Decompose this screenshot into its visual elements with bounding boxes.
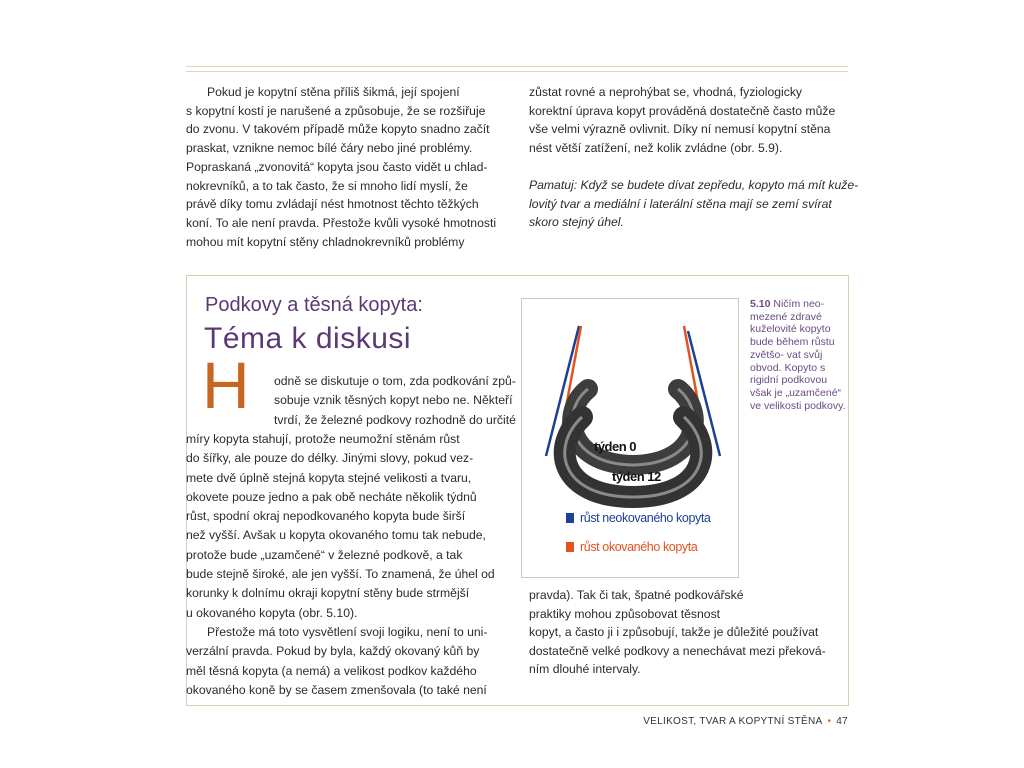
text-line: dostatečně velké podkovy a nenechávat mezi překová- xyxy=(529,643,826,658)
text-line: do zvonu. V takovém případě může kopyto snadno začít xyxy=(186,122,490,137)
text-line: vše velmi výrazně ovlivnit. Díky ní nemusí kopytní stěna xyxy=(529,122,831,137)
text-line: Popraskaná „zvonovitá“ kopyta jsou často vidět u chlad- xyxy=(186,159,488,174)
text-line: ním dlouhé intervaly. xyxy=(529,662,641,677)
legend-swatch-blue xyxy=(566,513,574,523)
text-line: mete dvě úplně stejná kopyta stejné velikosti a tvaru, xyxy=(186,470,472,485)
page-number: 47 xyxy=(836,716,848,727)
text-line: praktiky mohou způsobovat těsnost xyxy=(529,606,721,621)
running-title: VELIKOST, TVAR A KOPYTNÍ STĚNA xyxy=(643,716,823,727)
text-line: koní. To ale není pravda. Přestože kvůli vysoké hmotnosti xyxy=(186,215,497,230)
figure-horseshoe-growth xyxy=(521,298,739,578)
text-line: praskat, vznikne nemoc bílé čáry nebo jiné problémy. xyxy=(186,141,473,156)
text-line: korektní úprava kopyt prováděná dostatečně často může xyxy=(529,103,836,118)
drop-cap: H xyxy=(202,348,250,422)
legend-unshod-label: růst neokovaného kopyta xyxy=(580,511,711,525)
text-line: s kopytní kostí je narušené a způsobuje, že se rozšiřuje xyxy=(186,103,486,118)
text-line: kopyt, a často ji i způsobují, takže je důležité používat xyxy=(529,625,819,640)
top-rule xyxy=(186,71,848,72)
caption-text: Ničím neo- mezené zdravé kuželovité kopyto bude během růstu zvětšo- vat svůj obvod. Kopyto s rigidní podkovou však je „uzamčené“ ve velikosti podkovy. xyxy=(750,298,846,412)
text-line: pravda). Tak či tak, špatné podkovářské xyxy=(529,588,744,602)
text-line: do šířky, ale pouze do délky. Jinými slovy, pokud vez- xyxy=(186,451,474,466)
legend-shod xyxy=(566,540,697,554)
text-line: okovete pouze jedno a pak obě necháte několik týdnů xyxy=(186,489,477,504)
text-line: mohou mít kopytní stěny chladnokrevníků problémy xyxy=(186,234,465,249)
text-line: Pokud je kopytní stěna příliš šikmá, její spojení xyxy=(207,85,460,99)
text-line: lovitý tvar a mediální i laterální stěna mají se zemí svírat xyxy=(529,196,832,211)
bullet-icon: • xyxy=(827,716,832,727)
text-line: než vyšší. Avšak u kopyta okovaného tomu tak nebude, xyxy=(186,528,486,543)
text-line: měl těsná kopyta (a nemá) a velikost podkov každého xyxy=(186,663,477,678)
text-line: verzální pravda. Pokud by byla, každý okovaný kůň by xyxy=(186,644,480,659)
top-rule xyxy=(186,66,848,67)
text-line: sobuje vznik těsných kopyt nebo ne. Někteří xyxy=(274,393,513,408)
text-line: protože bude „uzamčené“ v železné podkově, a tak xyxy=(186,547,463,562)
text-line: Přestože má toto vysvětlení svoji logiku, není to uni- xyxy=(207,624,488,639)
text-line: růst, spodní okraj nepodkovaného kopyta bude širší xyxy=(186,509,466,524)
text-line: nést větší zatížení, než kolik zvládne (obr. 5.9). xyxy=(529,141,783,156)
text-line: tvrdí, že železné podkovy rozhodně do určité xyxy=(274,412,516,427)
text-line: korunky k dolnímu okraji kopytní stěny bude strmější xyxy=(186,586,470,601)
legend-shod-label: růst okovaného kopyta xyxy=(580,540,698,554)
text-line: u okovaného kopyta (obr. 5.10). xyxy=(186,605,358,620)
text-line: skoro stejný úhel. xyxy=(529,215,624,230)
caption-number: 5.10 xyxy=(750,298,771,310)
figure-caption xyxy=(750,298,850,412)
text-line: zůstat rovné a neprohýbat se, vhodná, fyziologicky xyxy=(529,85,803,99)
horseshoe-illustration xyxy=(522,299,738,577)
text-line: míry kopyta stahují, protože neumožní stěnám růst xyxy=(186,431,460,446)
text-line: nokrevníků, a to tak často, že si mnoho lidí myslí, že xyxy=(186,178,468,193)
label-week-12: týden 12 xyxy=(612,469,661,484)
text-line: odně se diskutuje o tom, zda podkování způ- xyxy=(274,374,516,388)
legend-swatch-orange xyxy=(566,542,574,552)
sidebar-heading: Podkovy a těsná kopyta: xyxy=(205,294,423,316)
label-week-0: týden 0 xyxy=(594,439,637,454)
page-footer xyxy=(643,716,848,727)
text-line: bude stejně široké, ale jen vyšší. To znamená, že úhel od xyxy=(186,567,495,581)
legend-unshod xyxy=(566,511,710,525)
text-line: okovaného koně by se časem zmenšovala (to také není xyxy=(186,682,487,697)
text-line: Pamatuj: Když se budete dívat zepředu, kopyto má mít kuže- xyxy=(529,178,859,192)
sidebar-subheading: Téma k diskusi xyxy=(204,322,412,355)
text-line: právě díky tomu zvládají nést hmotnost těchto těžkých xyxy=(186,197,479,212)
